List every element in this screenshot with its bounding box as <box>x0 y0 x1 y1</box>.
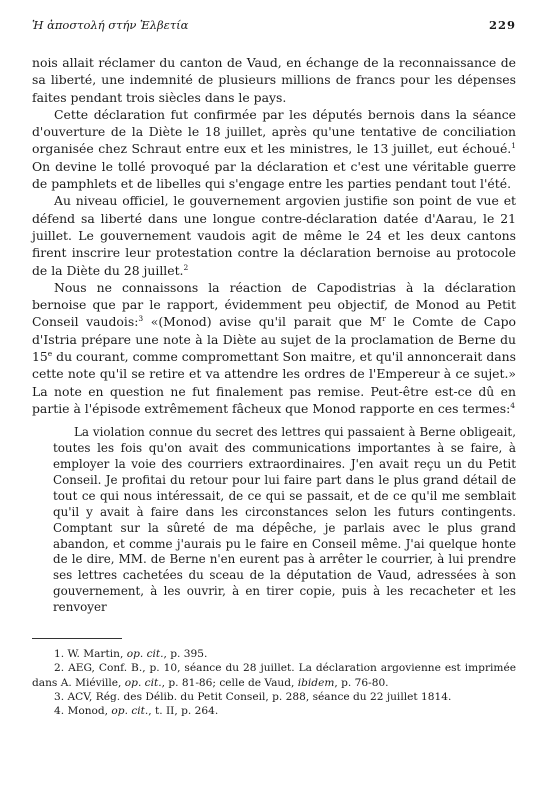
page <box>32 18 516 718</box>
quote-text: La violation connue du secret des lettres qui passaient à Berne obligeait, toutes les fois qu'on avait des communications importantes à se faire, à employer la voie des courriers extraordinaires. J'en avait reçu un du Petit Conseil. Je profitai du retour pour lui faire part dans le plus grand détail de tout ce qui nous intéressait, de ce qui se passait, et de ce qu'il me semblait qu'il y avait à faire dans les circonstances selon les futurs contingents. Comptant sur la sûreté de ma dépêche, je parlais avec le plus grand abandon, et comme j'aurais pu le faire en Conseil même. J'ai quelque honte de le dire, MM. de Berne n'en eurent pas à arrêter le courrier, à lui prendre ses lettres cachetées du sceau de la députation de Vaud, adressées à son gouvernement, à les ouvrir, à en tirer copie, puis à les recacheter et les renvoyer <box>53 425 516 615</box>
block-quote <box>53 425 516 616</box>
footnotes <box>32 647 516 718</box>
paragraph: Cette déclaration fut confirmée par les députés bernois dans la séance d'ouverture de la Diète le 18 juillet, après qu'une tentative de conciliation organisée chez Schraut entre eux et les ministres, le 13 juillet, eut échoué.$^1$ On devine le tollé provoqué par la déclaration et c'est une véritable guerre de pamphlets et de libelles qui s'engage entre les parties pendant tout l'été. <box>32 106 516 192</box>
footnote: 2. AEG, Conf. B., p. 10, séance du 28 juillet. La déclaration argovienne est imprimée dans A. Miéville, op. cit., p. 81-86; celle de Vaud, ibidem, p. 76-80. <box>32 662 516 689</box>
footnote: 3. ACV, Rég. des Délib. du Petit Conseil, p. 288, séance du 22 juillet 1814. <box>54 690 452 703</box>
body-text <box>32 54 516 417</box>
running-header <box>32 18 516 34</box>
page-number: 229 <box>488 18 516 32</box>
running-title: Ἡ ἀποστολή στήν Ἑλβετία <box>32 18 189 32</box>
footnote: 1. W. Martin, op. cit., p. 395. <box>54 648 208 661</box>
paragraph: nois allait réclamer du canton de Vaud, en échange de la reconnaissance de sa liberté, une indemnité de plusieurs millions de francs pour les dépenses faites pendant trois siècles dans le pays. <box>32 55 516 105</box>
paragraph: Nous ne connaissons la réaction de Capodistrias à la déclaration bernoise que par le rapport, évidemment peu objectif, de Monod au Petit Conseil vaudois:$^3$ «(Monod) avise qu'il parait que $M^r$ le Comte de Capo d'Istria prépare une note à la Diète au sujet de la proclamation de Berne du 15e du courant, comme compromettant Son maitre, et qu'il annoncerait dans cette note qu'il se retire et va attendre les ordres de l'Empereur à ce sujet.» La note en question ne fut finalement pas remise. Peut-être est-ce dû en partie à l'épisode extrêmement fâcheux que Monod rapporte en ces termes:$^4$ <box>32 279 517 416</box>
footnote: 4. Monod, op. cit., t. II, p. 264. <box>54 704 219 717</box>
paragraph: Au niveau officiel, le gouvernement argovien justifie son point de vue et défend sa liberté dans une longue contre-déclaration datée d'Aarau, le 21 juillet. Le gouvernement vaudois agit de même le 24 et les deux cantons firent inscrire leur protestation contre la déclaration bernoise au protocole de la Diète du 28 juillet.$^2$ <box>32 193 516 278</box>
footnote-divider <box>32 638 122 639</box>
